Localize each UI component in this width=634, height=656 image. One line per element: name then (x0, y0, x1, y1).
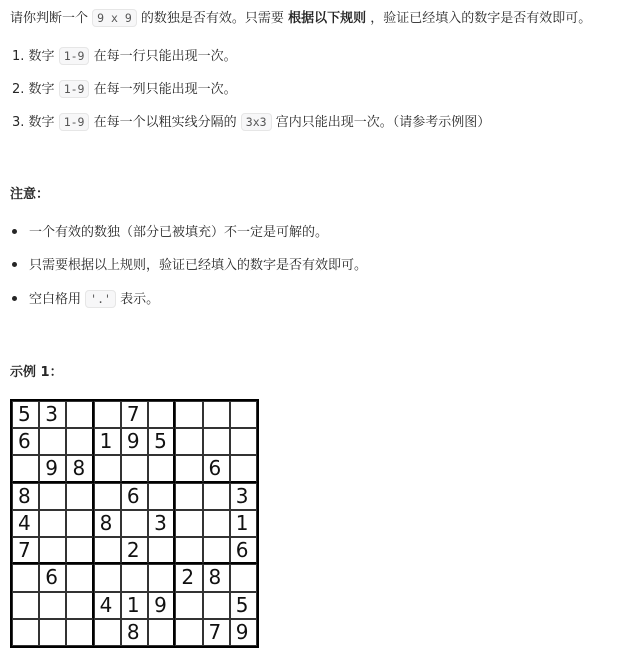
sudoku-cell: 8 (66, 455, 93, 482)
sudoku-cell: 9 (148, 592, 175, 619)
sudoku-cell (175, 455, 202, 482)
sudoku-cell (203, 592, 230, 619)
sudoku-cell (94, 455, 121, 482)
sudoku-cell (175, 537, 202, 564)
sudoku-cell (148, 401, 175, 428)
sudoku-cell (39, 510, 66, 537)
sudoku-cell (148, 537, 175, 564)
sudoku-cell: 4 (94, 592, 121, 619)
sudoku-cell: 1 (94, 428, 121, 455)
sudoku-cell: 8 (121, 619, 148, 646)
sudoku-cell (203, 428, 230, 455)
sudoku-cell (203, 401, 230, 428)
sudoku-cell (94, 483, 121, 510)
sudoku-cell: 9 (230, 619, 257, 646)
sudoku-cell (121, 455, 148, 482)
sudoku-cell (148, 483, 175, 510)
sudoku-cell (66, 483, 93, 510)
sudoku-cell: 9 (121, 428, 148, 455)
sudoku-cell (94, 564, 121, 591)
sudoku-cell (66, 537, 93, 564)
rule-2: 2. 数字 1-9 在每一列只能出现一次。 (12, 82, 237, 97)
sudoku-cell (148, 455, 175, 482)
sudoku-cell (121, 510, 148, 537)
sudoku-cell (94, 401, 121, 428)
sudoku-cell (230, 428, 257, 455)
sudoku-cell: 5 (148, 428, 175, 455)
sudoku-cell: 6 (12, 428, 39, 455)
sudoku-cell (175, 428, 202, 455)
note-item: 空白格用 '.' 表示。 (12, 289, 159, 310)
sudoku-cell (230, 455, 257, 482)
sudoku-cell: 5 (12, 401, 39, 428)
sudoku-cell: 1 (230, 510, 257, 537)
sudoku-cell (66, 564, 93, 591)
sudoku-cell (66, 401, 93, 428)
sudoku-cell (66, 592, 93, 619)
sudoku-cell: 6 (39, 564, 66, 591)
sudoku-cell (175, 483, 202, 510)
sudoku-cell: 6 (230, 537, 257, 564)
bullet-icon (12, 262, 17, 267)
sudoku-cell: 6 (203, 455, 230, 482)
sudoku-cell: 7 (12, 537, 39, 564)
sudoku-cell (203, 483, 230, 510)
sudoku-cell (203, 510, 230, 537)
sudoku-cell (121, 564, 148, 591)
sudoku-cell (175, 510, 202, 537)
sudoku-cell (12, 619, 39, 646)
sudoku-cell (66, 510, 93, 537)
sudoku-cell (39, 592, 66, 619)
note-title: 注意： (10, 187, 50, 202)
sudoku-cell (94, 619, 121, 646)
sudoku-cell: 8 (203, 564, 230, 591)
sudoku-cell (175, 619, 202, 646)
note-item: 一个有效的数独（部分已被填充）不一定是可解的。 (12, 223, 328, 243)
sudoku-cell: 3 (148, 510, 175, 537)
rule-1: 1. 数字 1-9 在每一行只能出现一次。 (12, 49, 237, 64)
sudoku-cell (203, 537, 230, 564)
sudoku-cell (148, 619, 175, 646)
sudoku-cell: 3 (230, 483, 257, 510)
sudoku-cell (12, 564, 39, 591)
note-item: 只需要根据以上规则，验证已经填入的数字是否有效即可。 (12, 256, 367, 276)
sudoku-cell: 2 (121, 537, 148, 564)
sudoku-cell: 9 (39, 455, 66, 482)
rule-3: 3. 数字 1-9 在每一个以粗实线分隔的 3x3 宫内只能出现一次。（请参考示例图） (12, 115, 491, 130)
sudoku-cell (148, 564, 175, 591)
sudoku-cell: 5 (230, 592, 257, 619)
sudoku-cell (39, 428, 66, 455)
sudoku-cell (12, 455, 39, 482)
sudoku-cell (39, 483, 66, 510)
sudoku-cell (94, 537, 121, 564)
sudoku-cell: 7 (203, 619, 230, 646)
sudoku-cell (39, 537, 66, 564)
sudoku-cell (175, 592, 202, 619)
sudoku-cell: 3 (39, 401, 66, 428)
sudoku-cell (230, 401, 257, 428)
sudoku-cell (39, 619, 66, 646)
sudoku-cell (66, 428, 93, 455)
sudoku-board (10, 399, 259, 648)
sudoku-cell: 8 (12, 483, 39, 510)
intro-paragraph: 请你判断一个 9 x 9 的数独是否有效。只需要 根据以下规则 ，验证已经填入的数字是否有效即可。 (10, 11, 592, 26)
sudoku-cell: 7 (121, 401, 148, 428)
bullet-icon (12, 229, 17, 234)
sudoku-cell (175, 401, 202, 428)
sudoku-cell: 8 (94, 510, 121, 537)
sudoku-cell: 1 (121, 592, 148, 619)
sudoku-cell: 4 (12, 510, 39, 537)
example-title: 示例 1： (10, 365, 63, 380)
sudoku-cell: 6 (121, 483, 148, 510)
sudoku-cell: 2 (175, 564, 202, 591)
sudoku-cell (12, 592, 39, 619)
bullet-icon (12, 296, 17, 301)
sudoku-cell (66, 619, 93, 646)
sudoku-cell (230, 564, 257, 591)
